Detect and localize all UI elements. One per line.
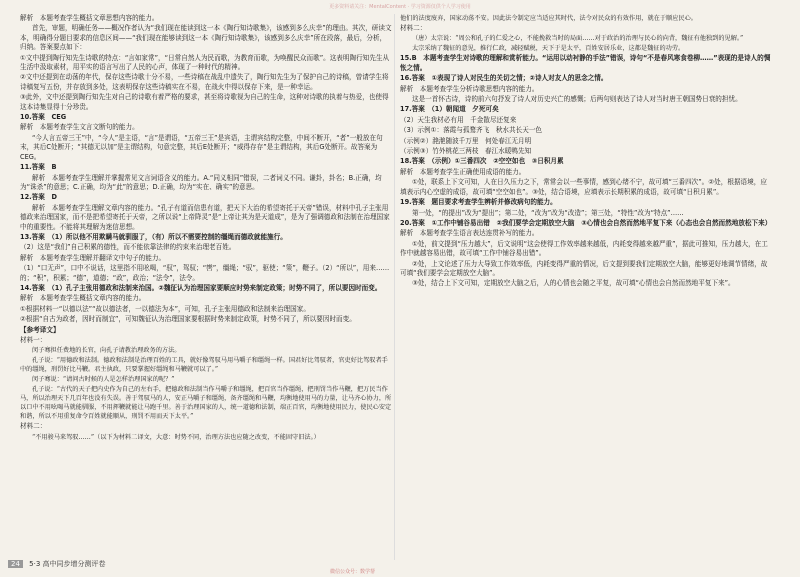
- header-stamp: 更多资料请关注：MentalContent · 学习资源仅供个人学习使用: [329, 4, 471, 10]
- paragraph: 18.答案 （示例）①三番四次 ②空空如也 ③日积月累: [400, 157, 564, 166]
- paragraph: 解析 本题考查学生理解并翻译文中句子的能力。: [20, 253, 166, 262]
- paragraph: 材料二：: [400, 24, 427, 32]
- paragraph: （3）示例①：落霞与孤鹜齐飞 秋水共长天一色: [400, 126, 542, 135]
- paragraph: 解析 本题考查学生理解并掌握常见文言词语含义的能力。A.“同义相同”错误，二者词义不同。谦卦，卦名；B.正确，均为“诛杀”的意思；C.正确，均为“此”的意思；D.正确，均为“实在、确实”的意思。: [20, 173, 382, 191]
- footer-stamp: 微信公众号：数学帮: [330, 569, 376, 575]
- paragraph: 孔子说：“用德政和法制。德政和法制是治理百姓的工具，就好像驾驭马用马嚼子和缰绳一样。国君好比驾驭者，官吏好比驾驭者手中的缰绳，刑罚好比马鞭。君主执政，只要掌握好缰绳和马鞭就可以了。”: [20, 357, 388, 374]
- paragraph: 材料一：: [20, 336, 47, 344]
- paragraph: 他们的法度废弃，国家动荡不安。因此法令制定应当适应其时代，法令对民众的有效作用，就在于顺应民心。: [400, 15, 697, 22]
- paragraph: 材料二：: [20, 422, 47, 431]
- left-column: [20, 14, 392, 560]
- paragraph: 解析 本题考查学生理解文章内容的能力。“孔子有道而信患有道，把天下大治的希望寄托于天帝”错误，材料中孔子主张用德政来治理国家，而不是把希望寄托于天帝，之所以说“上帝降灵”是“上帝让其为是天道成”，是为了强调德政和法制在治理国家中的重要性。不能将其理解为迷信思想。: [20, 203, 390, 231]
- paragraph: 孔子说：“古代的天子把内史作为自己的左右手，把德政和法制当作马嚼子和缰绳，把百官当作缰绳，把刑罚当作马鞭，把万民当作马，所以治理天下几百年也没有失误。善于驾驭马的人，安正马嚼子和缰绳，备齐缰绳和马鞭，均衡地使用马的力量，让马齐心协力，所以口中不用吆喝马就能驯服，不用挥鞭就能让马跑千里。善于治理国家的人，统一道德和法制，端正百官，均衡地使用民力，使民心安定和谐，所以不用重复命令百姓就能顺从，刑罚不用而天下太平。”: [20, 386, 392, 421]
- paragraph: ①文中提到陶行知先生诗歌的特点：“言如家常”，“日常自然人为民而歌，为教育而歌，为唤醒民众而歌”。这表明陶行知先生从生活中汲取素材，用平实的语言写出了人民的心声，体现了一种时代的精神。: [20, 53, 390, 72]
- column-divider: [394, 14, 395, 560]
- paragraph: ①根据材料一“以德以法”“故以德法者，一以德法为本”，可知，孔子主张用德政和法制来治理国家。: [20, 304, 310, 313]
- paragraph: 第一处，“的提出”改为“提出”；第二处，“改为”改为“改造”；第三处，“特性”改为“特点”……: [412, 208, 684, 217]
- footer: [8, 559, 106, 569]
- paragraph: 解析 本题考查学生正确使用成语的能力。: [400, 167, 526, 176]
- paragraph: 解析 本题考查学生分析诗歌思想内容的能力。: [400, 84, 539, 93]
- paragraph: 闵子骞说：“请问古时候的人是怎样治理国家的呢？”: [32, 376, 175, 384]
- paragraph: ①处，联系上下文可知，人在日久压力之下，常常会以一些事情，感到心绪不宁，故可填“三番四次”。②处，根据语境，应填表示内心空虚的成语，故可填“空空如也”。③处，结合语境，应填表示长期积累的成语，故可填“日积月累”。: [400, 178, 767, 196]
- paragraph: 20.答案 ①工作中铺谷易出错 ②我们要学会定期放空大脑 ③心情也会自然而然地平复下来（心态也会自然而然地放松下来）: [400, 218, 772, 227]
- paragraph: ②文中还提到在动荡的年代，保存这些诗歌十分不易，一些诗稿在战乱中遗失了，陶行知先生为了保护自己的诗稿，曾请学生将诗稿复写五份，并存放到多处，这表明保存这些诗稿实在不易，在战火中得以保存下来，是一种幸运。: [20, 73, 389, 91]
- paragraph: （1）“口无声”，口中不说话，这里指不用吆喝，“驭”，驾驭；“辔”，缰绳；“驭”，驱使；“策”，鞭子。（2）“所以”，用来……的；“积”，积累；“德”，道德；“政”，政治；“法令”，法令。: [20, 264, 390, 282]
- paragraph: （示例②）滟滟随波千万里 何处春江无月明: [400, 136, 532, 145]
- paragraph: 首先，审题，明确任务——概况作者认为“我们现在能读到这一本《陶行知诗歌集》，该感到多么庆幸”的理由。其次，研读文本，明确得分题目要求的信息区间——“我们现在能够读到这一本《陶行知诗歌集》，该感到多么庆幸”所在段落，最后，分析，归纳。答案要点如下：: [20, 24, 392, 52]
- paragraph: 15.B 本题考查学生对诗歌的理解和赏析能力。“运用以动衬静的手法”错误，诗句“不是春风寒食卷柳……”表现的是诗人的惆怅之情。: [400, 54, 771, 72]
- paragraph: 太宗采纳了魏征的意见，推行仁政，减轻赋税，天下于是太平，百姓安居乐业，这都是魏征的功劳。: [412, 45, 685, 53]
- paragraph: 【参考译文】: [20, 325, 60, 334]
- paragraph: 这是一首怀古诗，诗的前六句抒发了诗人对历史兴亡的感慨；后两句则表达了诗人对当时唐王朝国势日衰的担忧。: [412, 95, 742, 104]
- right-column: [400, 14, 772, 560]
- paragraph: 13.答案 （1）所以他不用欺瞒马就驯服了，（有）所以不需要控制的缰绳而德政就能施行。: [20, 232, 287, 241]
- paragraph: （2）天生我材必有用 千金散尽还复来: [400, 115, 517, 124]
- paragraph: 12.答案 D: [20, 193, 57, 202]
- paragraph: 解析 本题考查学生文言文断句的能力。: [20, 123, 139, 132]
- series-title: 5·3 高中同步增分测评卷: [29, 560, 106, 568]
- paragraph: （2）这是“我们”自己积累的德性，而不能依靠法律的约束来治理老百姓。: [20, 243, 236, 252]
- paragraph: ③此外，文中还提到陶行知先生对自己的诗歌有着严格的要求，甚至将诗歌视为自己的生命，这种对诗歌的执着与热爱，也使得这本诗集显得十分珍贵。: [20, 93, 389, 111]
- paragraph: 解析 本题考查学生语言表达连贯补写的能力。: [400, 229, 539, 238]
- paragraph: 解析 本题考查学生概括文章思想内容的能力。: [20, 14, 159, 22]
- paragraph: 10.答案 CEG: [20, 113, 67, 122]
- paragraph: “今人言五帝三王”中，“今人”是主语，“言”是谓语，“五帝三王”是宾语，主谓宾结构完整，中间不断开，“者”一般放在句末，其后C处断开；“其德无以加”是主谓结构，句意完整，其后E处断开；“威得存存”是主谓结构，其后G处断开。故答案为CEG。: [20, 133, 383, 161]
- paragraph: “不用骏马来驾驭……”（以下为材料二译文，大意：时势不同，治理方法也应随之改变，不能固守旧法。）: [32, 433, 320, 441]
- page-number: 24: [8, 560, 23, 568]
- paragraph: 14.答案 （1）孔子主张用德政和法制来治国。②魏征认为治理国家要顺应时势来制定政策；时势不同了，所以要因时而变。: [20, 283, 382, 292]
- paragraph: 16.答案 ①表现了诗人对民生的关切之情；②诗人对友人的思念之情。: [400, 74, 608, 83]
- paragraph: 解析 本题考查学生概括文章内容的能力。: [20, 294, 146, 303]
- paragraph: ①处，前文提到“压力越大”，后文说明“这会使得工作效率越来越低，内耗变得越来越严重”，据此可推知，压力越大，在工作中就越容易出错，故可填“工作中铺谷易出错”。: [400, 239, 768, 258]
- paragraph: 17.答案 （1）朝闻道 夕死可矣: [400, 105, 499, 114]
- paragraph: 闵子骞担任费地的长官，向孔子请教治理政务的方法。: [32, 347, 181, 355]
- paragraph: ③处，结合上下文可知，定期放空大脑之后，人的心情也会随之平复，故可填“心情也会自然而然地平复下来”。: [412, 279, 735, 288]
- paragraph: 19.答案 题目要求考查学生辨析并修改病句的能力。: [400, 198, 557, 207]
- paragraph: ②根据“自古为政者，因时而制宜”，可知魏征认为治理国家要根据时势来制定政策，时势不同了，所以要因时而变。: [20, 315, 356, 324]
- paragraph: 11.答案 B: [20, 163, 57, 172]
- paragraph: ②处，上文论述了压力大导致工作效率低，内耗变得严重的情况，后文提到要我们定期放空大脑，能够更好地调节情绪，故可填“我们要学会定期放空大脑”。: [400, 259, 768, 277]
- paragraph: （示例③）竹外桃花三两枝 春江水暖鸭先知: [400, 147, 532, 156]
- paragraph: （唐）太宗说：“周公和孔子的仁爱之心，不能挽救当时的局面……对于政治的治理与民心的向背，魏征有他独到的见解。”: [412, 35, 744, 43]
